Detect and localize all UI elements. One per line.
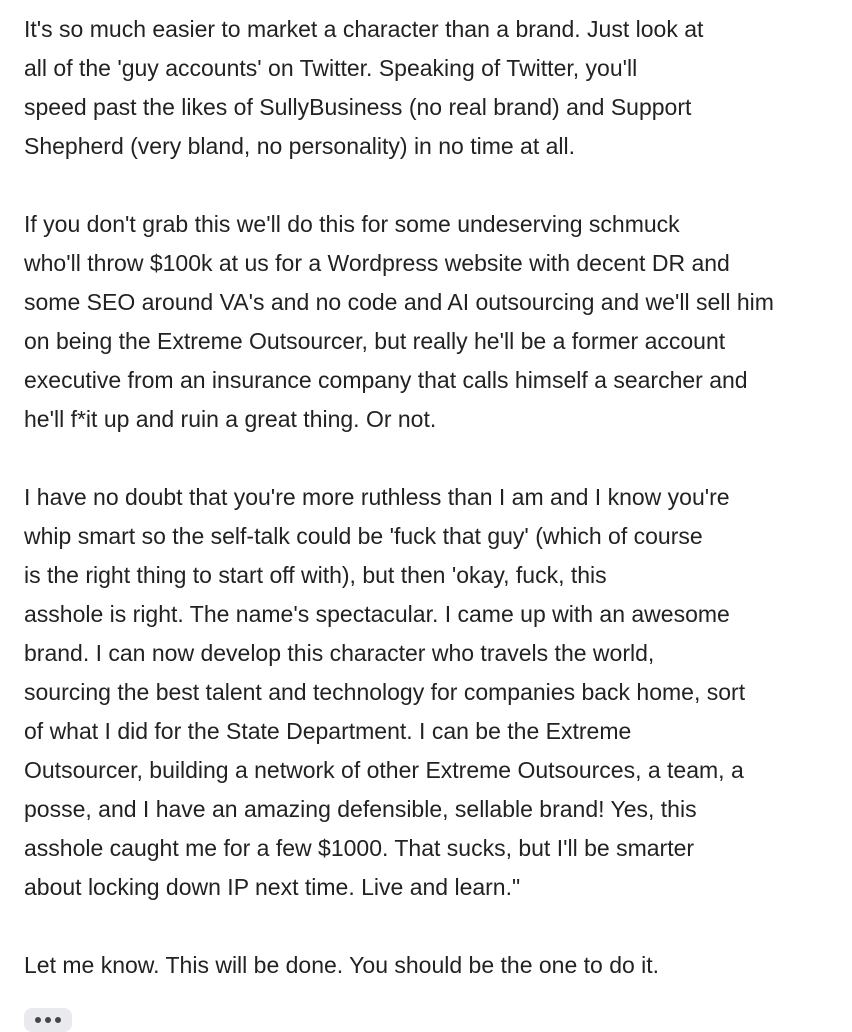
dot [55,1017,61,1023]
paragraph-3 [24,478,852,907]
paragraph-4 [24,946,852,985]
text-line: posse, and I have an amazing defensible, sellable brand! Yes, this [24,796,697,822]
more-horizontal-icon [35,1017,61,1023]
paragraph-1 [24,10,852,166]
text-line: speed past the likes of SullyBusiness (no real brand) and Support [24,94,692,120]
paragraph-2 [24,205,852,439]
text-line: asshole caught me for a few $1000. That sucks, but I'll be smarter [24,835,695,861]
text-line: executive from an insurance company that calls himself a searcher and [24,367,748,393]
text-line: sourcing the best talent and technology for companies back home, sort [24,679,746,705]
text-line: he'll f*it up and ruin a great thing. Or not. [24,406,437,432]
text-line: It's so much easier to market a character than a brand. Just look at [24,16,704,42]
text-line: If you don't grab this we'll do this for some undeserving schmuck [24,211,680,237]
dot [35,1017,41,1023]
text-line: all of the 'guy accounts' on Twitter. Speaking of Twitter, you'll [24,55,638,81]
dot [45,1017,51,1023]
text-line: is the right thing to start off with), but then 'okay, fuck, this [24,562,607,588]
text-line: Shepherd (very bland, no personality) in no time at all. [24,133,576,159]
text-line: who'll throw $100k at us for a Wordpress website with decent DR and [24,250,730,276]
text-line: Outsourcer, building a network of other Extreme Outsources, a team, a [24,757,744,783]
text-line: some SEO around VA's and no code and AI outsourcing and we'll sell him [24,289,774,315]
text-line: Let me know. This will be done. You should be the one to do it. [24,952,660,978]
email-message-body [24,10,852,1024]
text-line: brand. I can now develop this character who travels the world, [24,640,655,666]
show-trimmed-content-button[interactable] [24,1008,72,1032]
text-line: of what I did for the State Department. I can be the Extreme [24,718,632,744]
text-line: I have no doubt that you're more ruthless than I am and I know you're [24,484,730,510]
text-line: asshole is right. The name's spectacular. I came up with an awesome [24,601,730,627]
text-line: on being the Extreme Outsourcer, but really he'll be a former account [24,328,726,354]
text-line: about locking down IP next time. Live and learn." [24,874,521,900]
text-line: whip smart so the self-talk could be 'fuck that guy' (which of course [24,523,703,549]
